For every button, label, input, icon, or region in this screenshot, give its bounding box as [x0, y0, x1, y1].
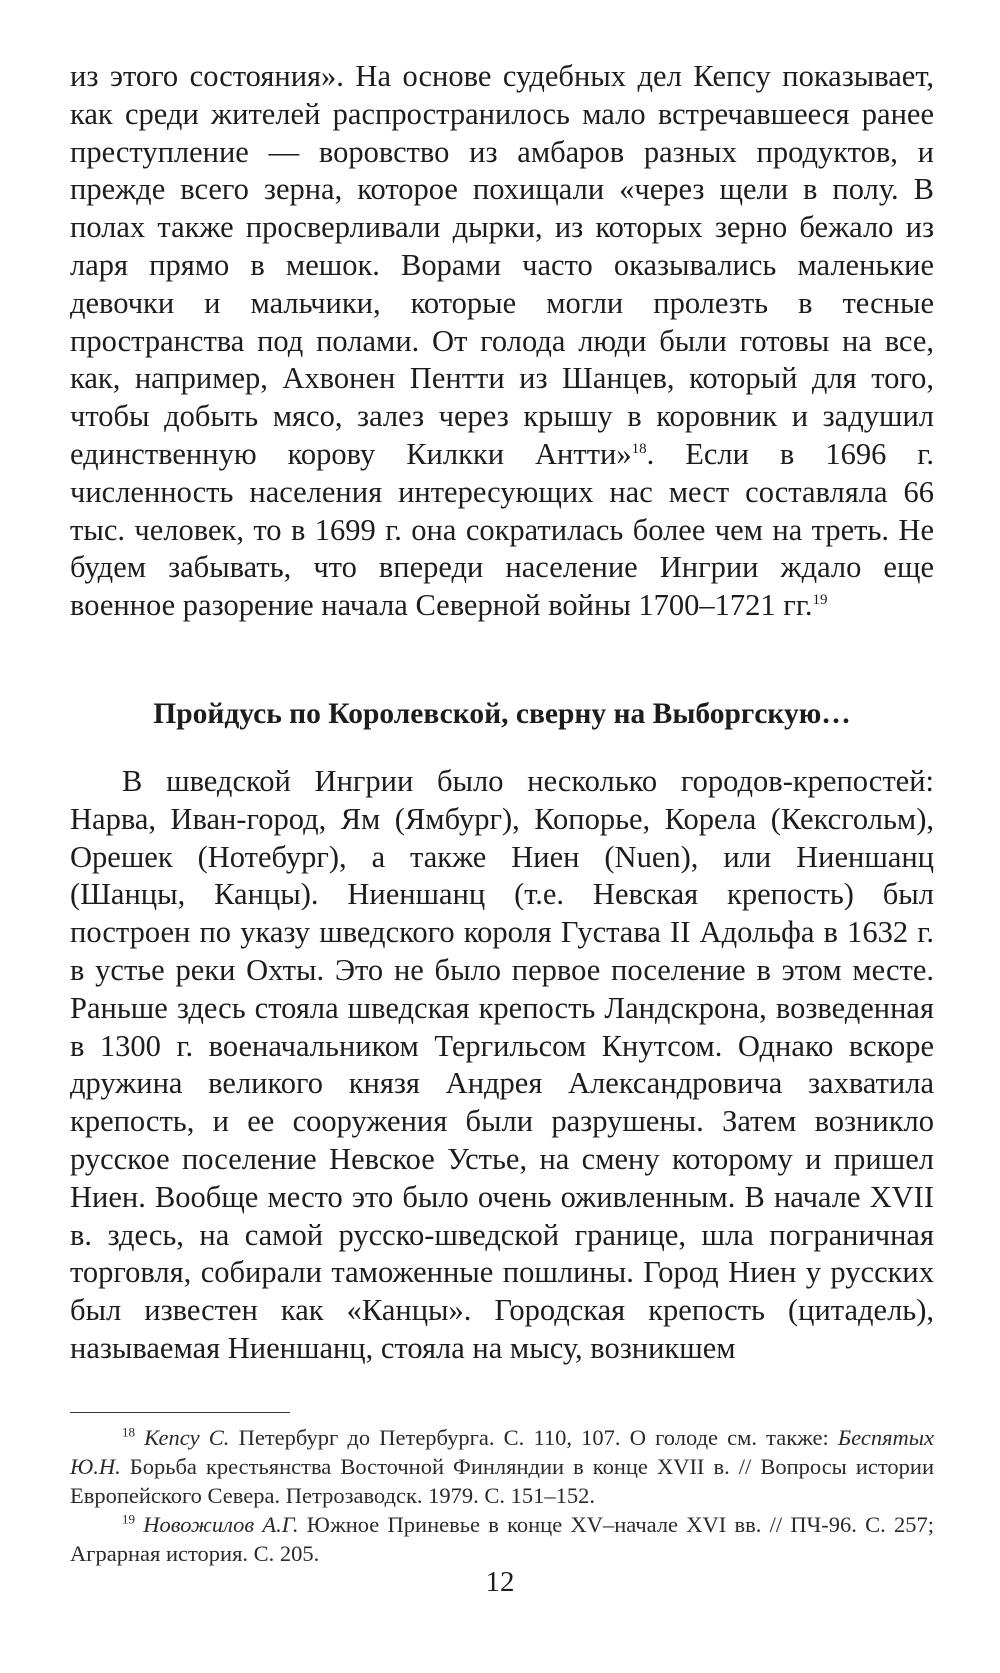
footnote-ref-18: 18	[631, 440, 647, 457]
page-number: 12	[485, 1566, 515, 1598]
footnote-19	[70, 1510, 934, 1568]
footnote-divider	[70, 1412, 290, 1413]
footnote-ref-19: 19	[812, 592, 828, 608]
paragraph-1-text: из этого состояния». На основе судебных дел Кепсу показывает, как среди жителей распространилось мало встречавшееся ранее преступление — воровство из амбаров разных продуктов, и прежде всего зерна, которое похищали «через щели в полу. В полах также просверливали дырки, из которых зерно бежало из ларя прямо в мешок. Ворами часто оказывались маленькие девочки и мальчики, которые могли пролезть в тесные пространства под полами. От голода люди были готовы на все, как, например, Ахвонен Пентти из Шанцев, который для того, чтобы добыть мясо, залез через крышу в коровник и задушил единственную корову Килкки Антти»	[70, 59, 934, 471]
section-heading: Пройдусь по Королевской, сверну на Выборгскую…	[153, 697, 851, 730]
footnote-author: Кепсу С.	[144, 1424, 230, 1450]
footnote-author: Беспятых Ю.Н.	[70, 1424, 935, 1479]
footnote-text: Южное Приневье в конце XV–начале XVI вв. // ПЧ-96. С. 257; Аграрная история. С. 205.	[70, 1511, 935, 1566]
paragraph-1	[70, 58, 934, 625]
book-page	[70, 58, 934, 1568]
footnote-author: Новожилов А.Г.	[143, 1511, 299, 1537]
footnote-18	[70, 1423, 934, 1510]
footnote-number: 18	[122, 1424, 135, 1440]
footnote-number: 19	[122, 1511, 135, 1527]
footnote-text: Борьба крестьянства Восточной Финляндии в конце XVII в. // Вопросы истории Европейского Севера. Петрозаводск. 1979. С. 151–152.	[70, 1453, 934, 1508]
paragraph-1-continued: . Если в 1696 г. численность населения интересующих нас мест составляла 66 тыс. человек, то в 1699 г. она сократилась более чем на треть. Не будем забывать, что впереди население Ингрии ждало еще военное разорение начала Северной войны 1700–1721 гг.	[70, 436, 935, 623]
paragraph-2: В шведской Ингрии было несколько городов-крепостей: Нарва, Иван-город, Ям (Ямбург), Копорье, Корела (Кексгольм), Орешек (Нотебург), а также Ниен (Nuen), или Ниеншанц (Шанцы, Канцы). Ниеншанц (т.е. Невская крепость) был построен по указу шведского короля Густава II Адольфа в 1632 г. в устье реки Охты. Это не было первое поселение в этом месте. Раньше здесь стояла шведская крепость Ландскрона, возведенная в 1300 г. военачальником Тергильсом Кнутсом. Однако вскоре дружина великого князя Андрея Александровича захватила крепость, и ее сооружения были разрушены. Затем возникло русское поселение Невское Устье, на смену которому и пришел Ниен. Вообще место это было очень оживленным. В начале XVII в. здесь, на самой русско-шведской границе, шла пограничная торговля, собирали таможенные пошлины. Город Ниен у русских был известен как «Канцы». Городская крепость (цитадель), называемая Ниеншанц, стояла на мысу, возникшем	[70, 763, 934, 1365]
footnote-text: Петербург до Петербурга. С. 110, 107. О голоде см. также:	[229, 1424, 838, 1450]
